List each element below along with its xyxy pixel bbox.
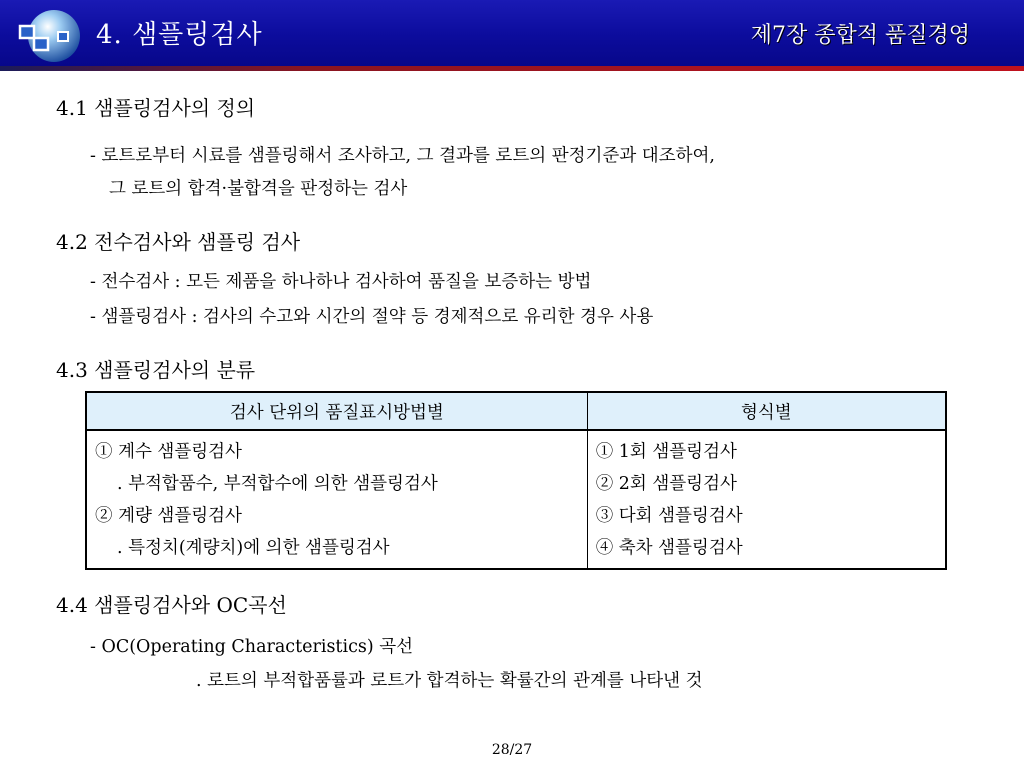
table-header-method: 검사 단위의 품질표시방법별 <box>86 392 587 430</box>
section-4-4-line-2: . 로트의 부적합품률과 로트가 합격하는 확률간의 관계를 나타낸 것 <box>196 671 703 691</box>
section-4-4-line-1: - OC(Operating Characteristics) 곡선 <box>90 637 414 657</box>
list-item: ① 1회 샘플링검사 <box>595 442 737 462</box>
list-item: ③ 다회 샘플링검사 <box>595 506 743 526</box>
table-row <box>86 430 946 569</box>
list-item: ② 계량 샘플링검사 <box>95 506 242 526</box>
table-cell-method <box>86 430 587 569</box>
table-cell-type <box>587 430 946 569</box>
section-4-2-line-2: - 샘플링검사 : 검사의 수고와 시간의 절약 등 경제적으로 유리한 경우 사용 <box>90 307 654 327</box>
section-4-2-line-1: - 전수검사 : 모든 제품을 하나하나 검사하여 품질을 보증하는 방법 <box>90 272 592 292</box>
logo-icon <box>14 8 86 66</box>
deck-title: 4. 샘플링검사 <box>96 20 263 50</box>
list-item: . 특정치(계량치)에 의한 샘플링검사 <box>117 538 390 558</box>
section-4-1-line-2: 그 로트의 합격·불합격을 판정하는 검사 <box>109 179 408 199</box>
header-accent-line <box>0 66 1024 71</box>
section-heading-4-3: 4.3 샘플링검사의 분류 <box>56 358 256 382</box>
slide-header <box>0 0 1024 66</box>
section-4-1-line-1: - 로트로부터 시료를 샘플링해서 조사하고, 그 결과를 로트의 판정기준과 대조하여, <box>90 146 715 166</box>
page-number: 28/27 <box>491 742 533 758</box>
section-heading-4-4: 4.4 샘플링검사와 OC곡선 <box>56 593 287 617</box>
classification-table <box>85 391 947 570</box>
list-item: ④ 축차 샘플링검사 <box>595 538 743 558</box>
list-item: ② 2회 샘플링검사 <box>595 474 737 494</box>
list-item: ① 계수 샘플링검사 <box>95 442 242 462</box>
chapter-title: 제7장 종합적 품질경영 <box>750 23 970 48</box>
list-item: . 부적합품수, 부적합수에 의한 샘플링검사 <box>117 474 438 494</box>
section-heading-4-1: 4.1 샘플링검사의 정의 <box>56 96 256 120</box>
table-header-type: 형식별 <box>587 392 946 430</box>
section-heading-4-2: 4.2 전수검사와 샘플링 검사 <box>56 230 301 254</box>
